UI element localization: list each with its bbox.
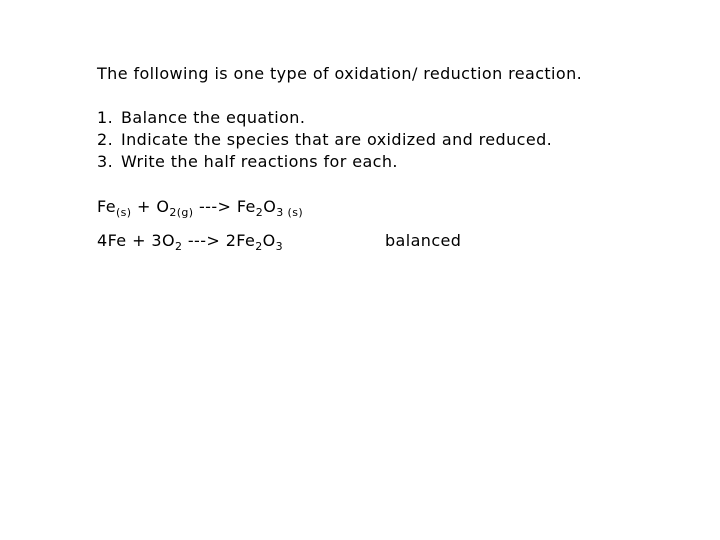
step-text: Write the half reactions for each.: [121, 152, 398, 171]
reactant-oxygen: O: [156, 197, 170, 216]
balanced-reactant-oxygen: 3O: [151, 231, 175, 250]
step-text: Indicate the species that are oxidized and reduced.: [121, 130, 553, 149]
plus-sign: +: [137, 197, 151, 216]
balanced-label: balanced: [385, 231, 462, 250]
step-number: 2.: [97, 130, 114, 149]
step-item: [97, 152, 398, 172]
step-number: 1.: [97, 108, 114, 127]
state-subscript: (s): [115, 206, 132, 219]
reactant-iron: Fe: [97, 197, 116, 216]
step-number: 3.: [97, 152, 114, 171]
plus-sign: +: [132, 231, 146, 250]
product-iron-subscript: 2: [255, 206, 264, 219]
reaction-arrow: --->: [198, 197, 232, 216]
balanced-equation: [97, 231, 283, 251]
balanced-product-oxygen: O: [262, 231, 276, 250]
product-iron: Fe: [236, 197, 256, 216]
product-oxygen-subscript: 3 (s): [276, 206, 304, 219]
balanced-product-iron: 2Fe: [225, 231, 256, 250]
balanced-product-iron-subscript: 2: [255, 240, 263, 253]
balanced-oxygen-subscript: 2: [174, 240, 183, 253]
step-item: [97, 130, 552, 150]
intro-text: The following is one type of oxidation/ reduction reaction.: [97, 64, 583, 83]
balanced-reactant-iron: 4Fe: [97, 231, 127, 250]
balanced-product-oxygen-subscript: 3: [275, 240, 284, 253]
oxygen-subscript: 2(g): [169, 206, 194, 219]
reaction-arrow: --->: [187, 231, 221, 250]
step-item: [97, 108, 305, 128]
product-oxygen: O: [263, 197, 277, 216]
step-text: Balance the equation.: [121, 108, 306, 127]
unbalanced-equation: [97, 197, 303, 217]
